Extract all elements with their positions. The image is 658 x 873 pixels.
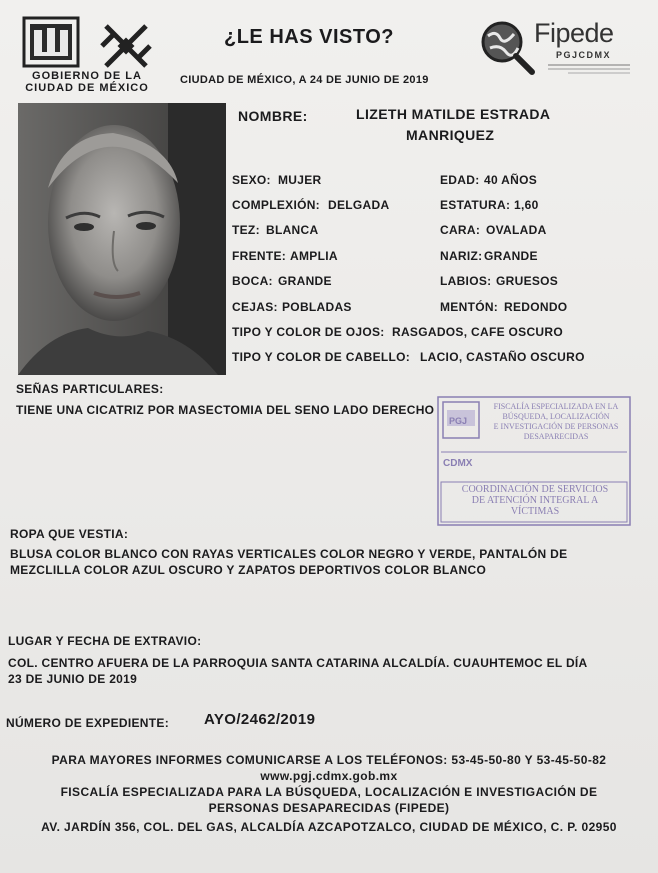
agency-name-line1: FISCALÍA ESPECIALIZADA PARA LA BÚSQUEDA, LOCALIZACIÓN E INVESTIGACIÓN DE <box>60 785 598 799</box>
lips-value: GRUESOS <box>496 274 559 288</box>
file-number-value: AYO/2462/2019 <box>204 711 316 728</box>
eyes-label: TIPO Y COLOR DE OJOS: <box>232 325 385 339</box>
sex-label: SEXO: <box>232 173 271 187</box>
eyebrows-label: CEJAS: <box>232 300 278 314</box>
height-value: 1,60 <box>514 198 539 212</box>
agency-address: AV. JARDÍN 356, COL. DEL GAS, ALCALDÍA AZCAPOTZALCO, CIUDAD DE MÉXICO, C. P. 02950 <box>41 820 617 834</box>
sex-value: MUJER <box>278 173 322 187</box>
contact-phones: PARA MAYORES INFORMES COMUNICARSE A LOS TELÉFONOS: 53-45-50-80 Y 53-45-50-82 <box>51 753 607 767</box>
lips-label: LABIOS: <box>440 274 492 288</box>
name-label: NOMBRE: <box>238 108 308 124</box>
build-value: DELGADA <box>328 198 390 212</box>
missing-person-photo <box>18 103 226 375</box>
marks-heading: SEÑAS PARTICULARES: <box>16 382 164 396</box>
clothes-description: BLUSA COLOR BLANCO CON RAYAS VERTICALES COLOR NEGRO Y VERDE, PANTALÓN DE MEZCLILLA COLOR AZUL OSCURO Y ZAPATOS DEPORTIVOS COLOR BLANCO <box>10 547 568 577</box>
fipede-tagline-graphic <box>548 62 630 74</box>
magnifier-globe-icon <box>478 18 536 76</box>
chin-label: MENTÓN: <box>440 300 499 314</box>
cdmx-logo-icon <box>98 18 154 74</box>
date-line: CIUDAD DE MÉXICO, A 24 DE JUNIO DE 2019 <box>180 74 429 86</box>
complexion-label: TEZ: <box>232 223 260 237</box>
government-name: GOBIERNO DE LA CIUDAD DE MÉXICO <box>25 70 149 94</box>
face-label: CARA: <box>440 223 481 237</box>
eyebrows-value: POBLADAS <box>282 300 352 314</box>
eyes-value: RASGADOS, CAFE OSCURO <box>392 325 563 339</box>
face-value: OVALADA <box>486 223 547 237</box>
fipede-subtitle: PGJCDMX <box>556 50 612 60</box>
website: www.pgj.cdmx.gob.mx <box>260 769 398 783</box>
height-label: ESTATURA: <box>440 198 511 212</box>
clothes-heading: ROPA QUE VESTIA: <box>10 527 129 541</box>
nose-value: GRANDE <box>484 249 538 263</box>
hair-label: TIPO Y COLOR DE CABELLO: <box>232 350 411 364</box>
official-stamp: PGJ FISCALÍA ESPECIALIZADA EN LA BÚSQUEDA, LOCALIZACIÓN E INVESTIGACIÓN DE PERSONAS DESAPARECIDAS CDMX COORDINACIÓN DE SERVICIOS DE ATENCIÓN INTEGRAL A VÍCTIMAS <box>437 396 631 526</box>
forehead-label: FRENTE: <box>232 249 287 263</box>
forehead-value: AMPLIA <box>290 249 338 263</box>
age-label: EDAD: <box>440 173 480 187</box>
file-number-label: NÚMERO DE EXPEDIENTE: <box>6 716 169 730</box>
person-name: LIZETH MATILDE ESTRADA MANRIQUEZ <box>356 106 551 143</box>
build-label: COMPLEXIÓN: <box>232 198 320 212</box>
fipede-logo-text: Fipede <box>534 18 614 48</box>
agency-name-line2: PERSONAS DESAPARECIDAS (FIPEDE) <box>208 801 450 815</box>
page-title: ¿LE HAS VISTO? <box>224 26 394 48</box>
marks-text: TIENE UNA CICATRIZ POR MASECTOMIA DEL SENO LADO DERECHO <box>16 403 435 417</box>
chin-value: REDONDO <box>504 300 568 314</box>
government-coat-of-arms-icon <box>22 16 80 68</box>
mouth-label: BOCA: <box>232 274 273 288</box>
complexion-value: BLANCA <box>266 223 319 237</box>
age-value: 40 AÑOS <box>484 173 538 187</box>
nose-label: NARIZ: <box>440 249 483 263</box>
place-description: COL. CENTRO AFUERA DE LA PARROQUIA SANTA CATARINA ALCALDÍA. CUAUHTEMOC EL DÍA 23 DE JUNIO DE 2019 <box>8 656 588 686</box>
place-heading: LUGAR Y FECHA DE EXTRAVIO: <box>8 634 202 648</box>
hair-value: LACIO, CASTAÑO OSCURO <box>420 350 585 364</box>
mouth-value: GRANDE <box>278 274 332 288</box>
